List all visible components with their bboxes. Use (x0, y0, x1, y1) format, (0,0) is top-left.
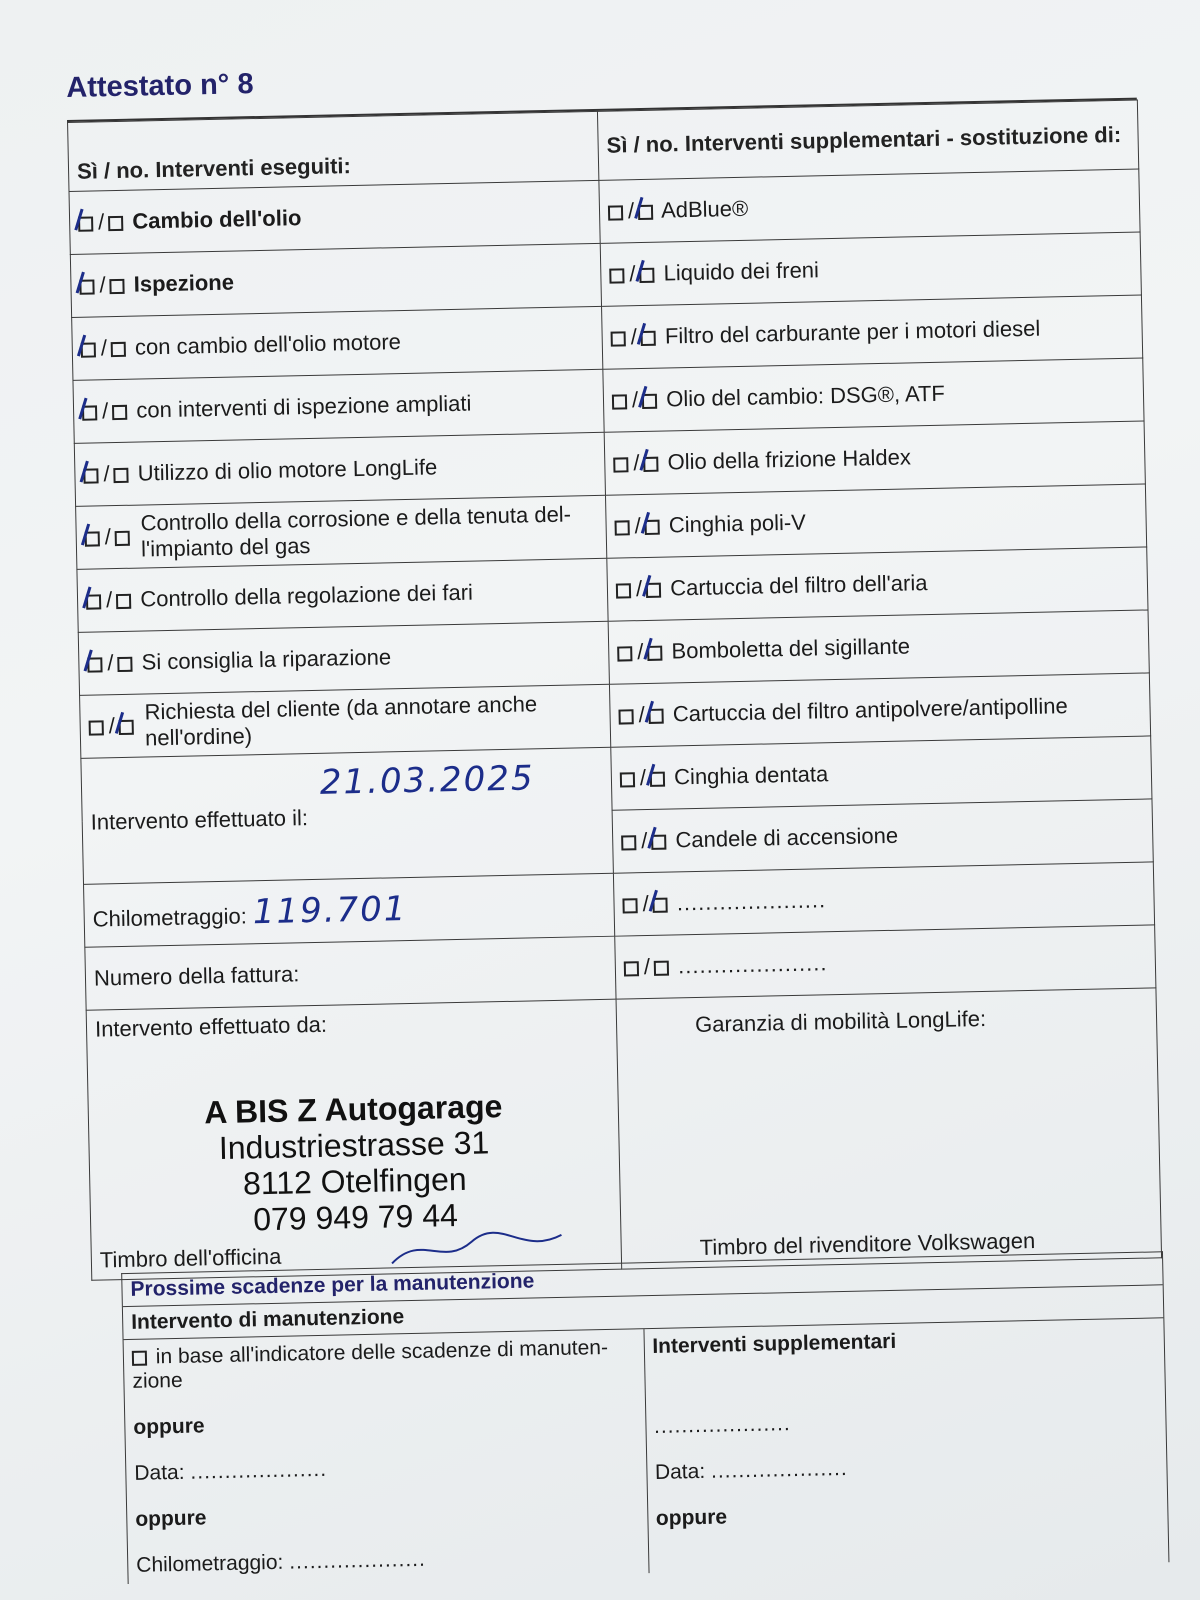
checkbox-yes-checked[interactable] (79, 279, 94, 294)
extra-label: Interventi supplementari (652, 1329, 897, 1358)
right-row: / Olio della frizione Haldex (604, 421, 1145, 495)
checkbox-yes[interactable] (620, 772, 635, 787)
checkbox-no[interactable] (116, 593, 131, 608)
left-row: / Cambio dell'olio (69, 180, 600, 254)
date-label: Data: (654, 1459, 706, 1484)
mileage-value: 119.701 (252, 889, 408, 933)
extra-column (644, 1318, 1168, 1573)
row-label: Olio del cambio: DSG®, ATF (665, 380, 946, 412)
checkbox-yes[interactable] (616, 583, 631, 598)
right-row: / Cartuccia del filtro dell'aria (607, 547, 1148, 621)
right-row: / Filtro del carburante per i motori diesel (602, 295, 1143, 369)
checkbox-yes[interactable] (615, 520, 630, 535)
checkbox-yes[interactable] (622, 898, 637, 913)
stamp-line: Industriestrasse 31 (218, 1124, 490, 1167)
checkbox-no[interactable] (654, 960, 669, 975)
row-label: Cinghia dentata (673, 761, 829, 790)
stamp-line: 079 949 79 44 (252, 1197, 459, 1238)
blank-line: .................... (288, 1547, 427, 1574)
left-row: / Si consiglia la riparazione (78, 621, 609, 695)
left-row: / Controllo della corrosione e della tenuta del-l'impianto del gas (76, 495, 607, 569)
row-label: Controllo della regolazione dei fari (140, 579, 474, 612)
service-date-label: Intervento effettuato il: (90, 804, 309, 835)
left-row: / Controllo della regolazione dei fari (77, 558, 608, 632)
blank-line: .................... (653, 1412, 791, 1438)
date-label: Data: (134, 1460, 185, 1485)
checkbox-yes-checked[interactable] (87, 657, 102, 672)
checkbox-yes[interactable] (618, 709, 633, 724)
stamp-line: 8112 Otelfingen (242, 1160, 467, 1202)
checkbox-no-checked[interactable] (649, 708, 664, 723)
next-maintenance-title: Prossime scadenze per la manutenzione (122, 1252, 1162, 1307)
checkbox-indicator[interactable] (132, 1351, 147, 1366)
checkbox-no[interactable] (115, 530, 130, 545)
row-label: Richiesta del cliente (da annotare anche nell'ordine) (144, 691, 538, 751)
mileage-cell (84, 873, 615, 947)
row-label: Si consiglia la riparazione (141, 644, 392, 675)
checkbox-yes[interactable] (613, 457, 628, 472)
or-label: oppure (135, 1506, 207, 1531)
left-row: / Ispezione (70, 243, 601, 317)
checkbox-no-checked[interactable] (639, 267, 654, 282)
row-label: Filtro del carburante per i motori diesel (664, 315, 1041, 349)
mobility-label: Garanzia di mobilità LongLife: (694, 1005, 987, 1038)
left-row: / con interventi di ispezione ampliati (73, 369, 604, 443)
left-row: / con cambio dell'olio motore (72, 306, 603, 380)
workshop-stamp-label: Timbro dell'officina (99, 1243, 282, 1273)
row-label: Cambio dell'olio (132, 205, 302, 234)
checkbox-no-checked[interactable] (650, 771, 665, 786)
checkbox-no[interactable] (112, 404, 127, 419)
maintenance-label: Intervento di manutenzione (123, 1285, 1163, 1340)
stamp-line: A BIS Z Autogarage (203, 1088, 503, 1131)
checkbox-no-checked[interactable] (638, 204, 653, 219)
checkbox-no-checked[interactable] (651, 834, 666, 849)
checkbox-no-checked[interactable] (645, 519, 660, 534)
mileage-label: Chilometraggio: (92, 903, 248, 932)
dealer-stamp-cell (616, 988, 1162, 1269)
right-row: / Candele di accensione (612, 799, 1153, 873)
row-label: Olio della frizione Haldex (667, 444, 912, 475)
row-label: Liquido dei freni (663, 257, 820, 286)
right-row: / ..................... (613, 862, 1154, 936)
checkbox-yes[interactable] (617, 646, 632, 661)
workshop-stamp (96, 1086, 612, 1241)
checkbox-no-checked[interactable] (643, 456, 658, 471)
checkbox-yes-checked[interactable] (85, 531, 100, 546)
checkbox-yes-checked[interactable] (81, 342, 96, 357)
checkbox-no-checked[interactable] (647, 645, 662, 660)
row-label: Cinghia poli-V (668, 509, 807, 538)
checkbox-yes-checked[interactable] (83, 468, 98, 483)
next-maintenance-section (121, 1251, 1169, 1584)
invoice-label: Numero della fattura: (93, 961, 300, 991)
blank-line: .................... (190, 1457, 328, 1484)
checkbox-yes[interactable] (89, 720, 104, 735)
right-row: / AdBlue® (599, 169, 1140, 243)
row-label: Bomboletta del sigillante (671, 633, 911, 664)
checkbox-no[interactable] (113, 467, 128, 482)
row-label: Controllo della corrosione e della tenuta del-l'impianto del gas (140, 501, 572, 562)
page-title: Attestato n° 8 (66, 68, 254, 104)
right-row: / Cinghia dentata (611, 736, 1152, 810)
checkbox-no[interactable] (111, 341, 126, 356)
bleed-through-text (639, 24, 649, 58)
right-row: / Cinghia poli-V (605, 484, 1146, 558)
checkbox-yes-checked[interactable] (86, 594, 101, 609)
row-label: Utilizzo di olio motore LongLife (137, 454, 438, 486)
or-label: oppure (133, 1414, 205, 1439)
blank-line: .................... (710, 1456, 848, 1483)
checkbox-yes[interactable] (612, 394, 627, 409)
right-row: / Cartuccia del filtro antipolvere/antipolline (609, 673, 1150, 747)
right-row: / ..................... (615, 925, 1156, 999)
row-label: Cartuccia del filtro antipolvere/antipolline (672, 693, 1069, 727)
done-by-label: Intervento effettuato da: (94, 1011, 328, 1042)
checkbox-yes[interactable] (611, 331, 626, 346)
checkbox-no-checked[interactable] (642, 393, 657, 408)
left-row: / Utilizzo di olio motore LongLife (74, 432, 605, 506)
row-label: AdBlue® (660, 195, 749, 223)
checkbox-no-checked[interactable] (119, 719, 134, 734)
row-label: con interventi di ispezione ampliati (136, 390, 472, 423)
row-label: Cartuccia del filtro dell'aria (669, 570, 928, 601)
blank-line: ..................... (676, 887, 827, 916)
checkbox-yes[interactable] (621, 835, 636, 850)
row-label: Candele di accensione (675, 822, 899, 853)
next-maintenance-columns (124, 1318, 1169, 1584)
service-certificate (66, 50, 1136, 1577)
checkbox-yes-checked[interactable] (82, 405, 97, 420)
or-label: oppure (655, 1505, 728, 1530)
mileage-label: Chilometraggio: (136, 1550, 284, 1577)
right-row: / Olio del cambio: DSG®, ATF (603, 358, 1144, 432)
service-date-value: 21.03.2025 (319, 757, 535, 803)
checkbox-yes[interactable] (608, 205, 623, 220)
checkbox-no-checked[interactable] (653, 897, 668, 912)
maintenance-column (124, 1329, 649, 1584)
right-header: Sì / no. Interventi supplementari - sostituzione di: (597, 100, 1138, 180)
service-table (67, 100, 1162, 1281)
checkbox-yes[interactable] (609, 268, 624, 283)
row-label: Ispezione (133, 269, 235, 297)
checkbox-no[interactable] (108, 216, 123, 231)
right-row: / Liquido dei freni (600, 232, 1141, 306)
left-row: / Richiesta del cliente (da annotare anche nell'ordine) (80, 684, 611, 758)
checkbox-yes-checked[interactable] (78, 216, 93, 231)
left-header: Sì / no. Interventi eseguiti: (68, 111, 599, 191)
indicator-label: in base all'indicatore delle scadenze di manuten-zione (132, 1335, 609, 1393)
checkbox-no-checked[interactable] (641, 330, 656, 345)
checkbox-yes[interactable] (624, 961, 639, 976)
row-label: con cambio dell'olio motore (134, 329, 402, 360)
checkbox-no-checked[interactable] (646, 582, 661, 597)
checkbox-no[interactable] (117, 656, 132, 671)
service-date-cell (81, 747, 614, 884)
checkbox-no[interactable] (109, 279, 124, 294)
invoice-cell (85, 936, 616, 1010)
right-row: / Bomboletta del sigillante (608, 610, 1149, 684)
workshop-stamp-cell (86, 999, 622, 1280)
dealer-stamp-label: Timbro del rivenditore Volkswagen (699, 1227, 1036, 1260)
blank-line: ..................... (677, 950, 828, 979)
